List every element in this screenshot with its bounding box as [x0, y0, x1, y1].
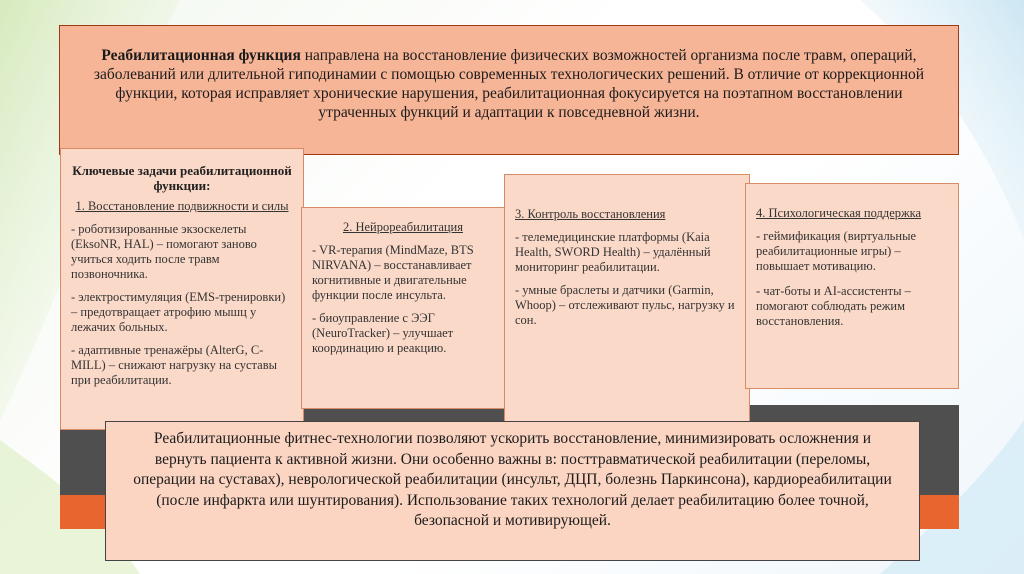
card-key-tasks: [60, 148, 304, 430]
intro-text: направлена на восстановление физических возможностей организма после травм, операций, заболеваний или длительной гиподинамии с помощью современных технологических решений. В отличие от коррекционной функции, которая исправляет хронические нарушения, реабилитационная фокусируется на поэтапном восстановлении утраченных функций и адаптации к повседневной жизни.: [93, 47, 925, 121]
list-item: - роботизированные экзоскелеты (EksoNR, HAL) – помогают заново учиться ходить после травм позвоночника.: [71, 222, 257, 281]
list-item: - телемедицинские платформы (Kaia Health, SWORD Health) – удалённый мониторинг реабилитации.: [515, 230, 711, 274]
list-item: - адаптивные тренажёры (AlterG, C-MILL) – снижают нагрузку на суставы при реабилитации.: [71, 343, 277, 387]
conclusion-panel: [105, 421, 920, 561]
list-item: - электростимуляция (EMS-тренировки) – предотвращает атрофию мышц у лежачих больных.: [71, 290, 286, 334]
list-item: - геймификация (виртуальные реабилитационные игры) – повышает мотивацию.: [756, 229, 917, 273]
list-item: - чат-боты и AI-ассистенты – помогают соблюдать режим восстановления.: [756, 284, 911, 328]
card-psych-support: [745, 183, 959, 389]
section-title: 1. Восстановление подвижности и силы: [75, 199, 289, 213]
card-neurorehab: [301, 207, 505, 409]
card-title: Ключевые задачи реабилитационной функции:: [72, 163, 292, 193]
list-item: - умные браслеты и датчики (Garmin, Whoop) – отслеживают пульс, нагрузку и сон.: [515, 283, 735, 327]
conclusion-text: Реабилитационные фитнес-технологии позволяют ускорить восстановление, минимизировать осложнения и вернуть пациента к активной жизни. Они особенно важны в: посттравматической реабилитации (переломы, операции на суставах), неврологической реабилитации (инсульт, ДЦП, болезнь Паркинсона), кардиореабилитации (после инфаркта или шунтирования). Использование таких технологий делает реабилитацию более точной, безопасной и мотивирующей.: [133, 430, 892, 529]
list-item: - VR-терапия (MindMaze, BTS NIRVANA) – восстанавливает когнитивные и двигательные функции после инсульта.: [312, 243, 474, 302]
intro-bold-term: Реабилитационная функция: [101, 47, 301, 64]
section-title: 3. Контроль восстановления: [515, 207, 666, 221]
section-title: 2. Нейрореабилитация: [342, 220, 464, 234]
card-monitoring: [504, 174, 750, 430]
intro-panel: [59, 25, 959, 155]
list-item: - биоуправление с ЭЭГ (NeuroTracker) – улучшает координацию и реакцию.: [312, 311, 454, 355]
section-title: 4. Психологическая поддержка: [756, 206, 922, 220]
